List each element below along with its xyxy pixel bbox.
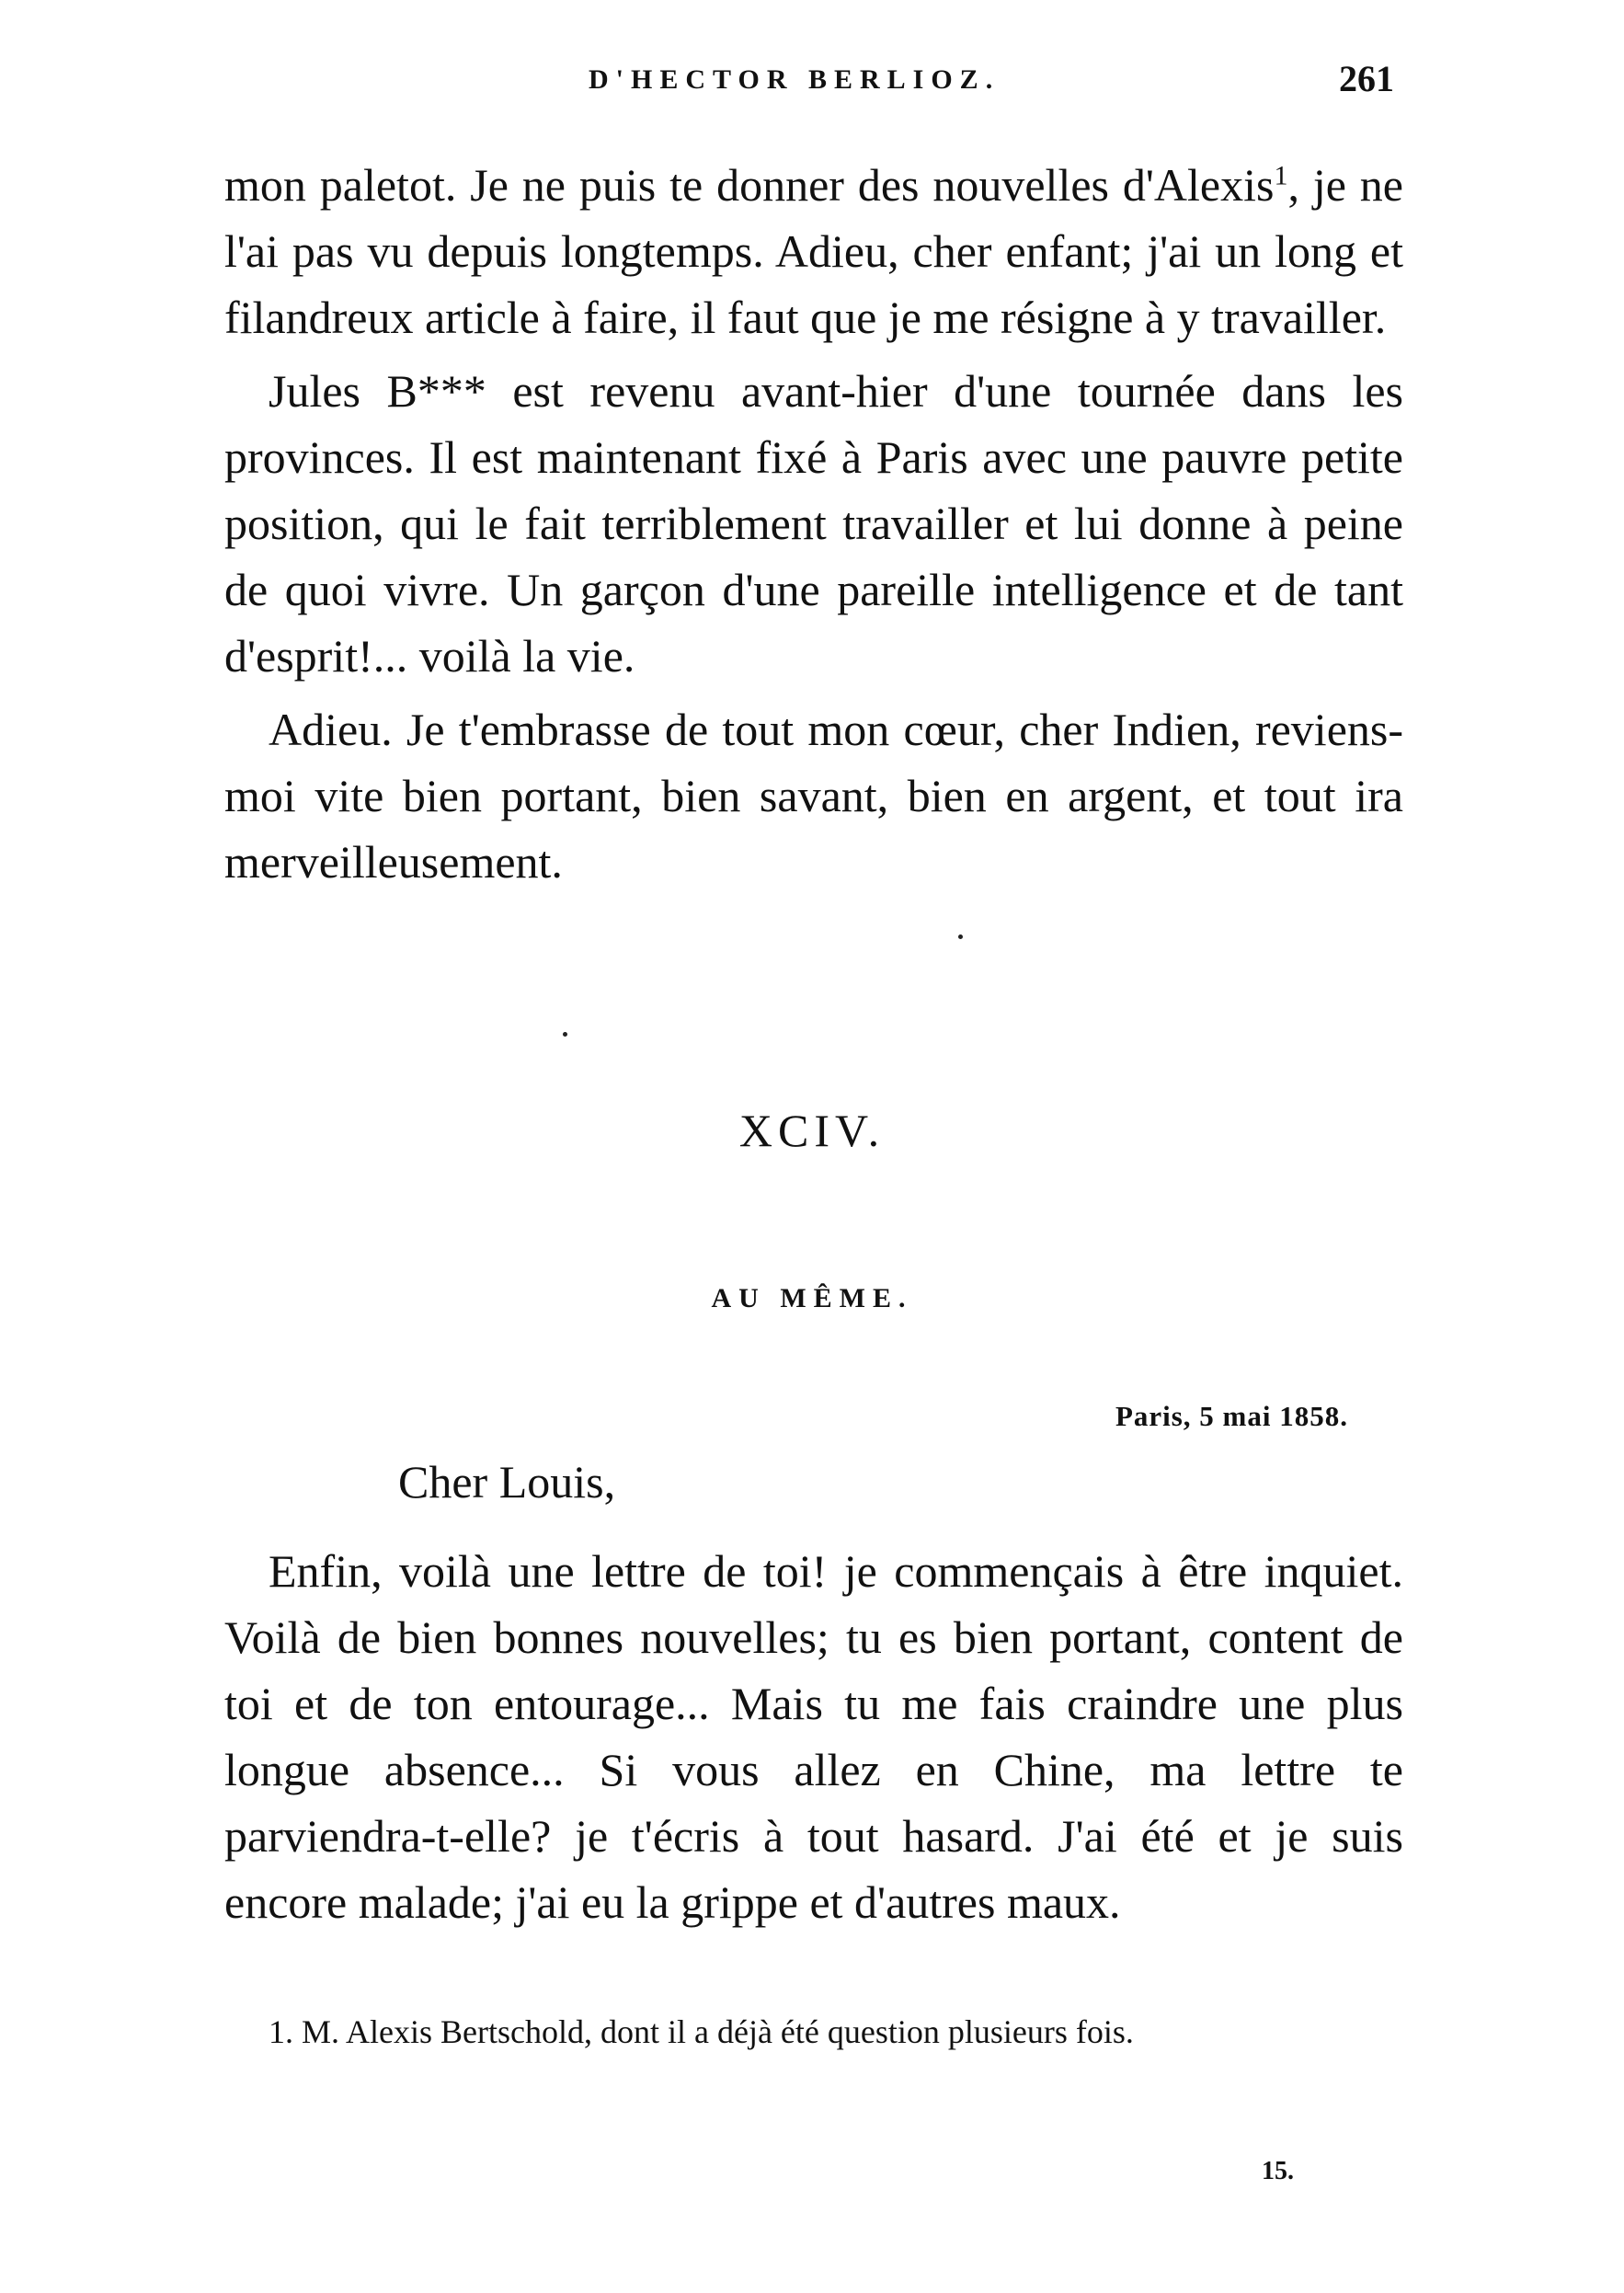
paragraph-letter-body: Enfin, voilà une lettre de toi! je commençais à être inquiet. Voilà de bien bonnes nouvelles; tu es bien portant, content de toi et de ton entourage... Mais tu me fais craindre une plus longue absence... Si vous allez en Chine, ma lettre te parviendra-t-elle? je t'écris à tout hasard. J'ai été et je suis encore malade; j'ai eu la grippe et d'autres maux. xyxy=(224,1545,1403,1928)
continuation-text xyxy=(224,152,1403,895)
paragraph-closing-previous-letter xyxy=(224,152,1403,350)
letter-salutation: Cher Louis, xyxy=(398,1456,616,1508)
letter-dateline: Paris, 5 mai 1858. xyxy=(1115,1400,1348,1432)
paragraph-text: , je ne l'ai pas vu depuis longtemps. Adieu, cher enfant; j'ai un long et filandreux article à faire, il faut que je me résigne à y travailler. xyxy=(224,159,1403,343)
footnote-reference[interactable]: 1 xyxy=(1274,160,1288,191)
letter-body xyxy=(224,1538,1403,1935)
letter-recipient: AU MÊME. xyxy=(711,1283,913,1313)
paragraph-farewell: Adieu. Je t'embrasse de tout mon cœur, cher Indien, reviens-moi vite bien portant, bien savant, bien en argent, et tout ira merveilleusement. xyxy=(224,704,1403,888)
print-speck xyxy=(958,934,963,939)
footnote: 1. M. Alexis Bertschold, dont il a déjà été question plusieurs fois. xyxy=(269,2013,1134,2050)
paragraph-jules: Jules B*** est revenu avant-hier d'une tournée dans les provinces. Il est maintenant fixé à Paris avec une pauvre petite position, qui le fait terriblement travailler et lui donne à peine de quoi vivre. Un garçon d'une pareille intelligence et de tant d'esprit!... voilà la vie. xyxy=(224,365,1403,682)
print-speck xyxy=(563,1032,567,1037)
running-head: D'HECTOR BERLIOZ. xyxy=(589,64,1001,95)
paragraph-text: mon paletot. Je ne puis te donner des nouvelles d'Alexis xyxy=(224,159,1275,211)
printer-signature-mark: 15. xyxy=(1262,2157,1294,2185)
letter-number-heading: XCIV. xyxy=(738,1105,886,1156)
page-number: 261 xyxy=(1339,58,1394,99)
